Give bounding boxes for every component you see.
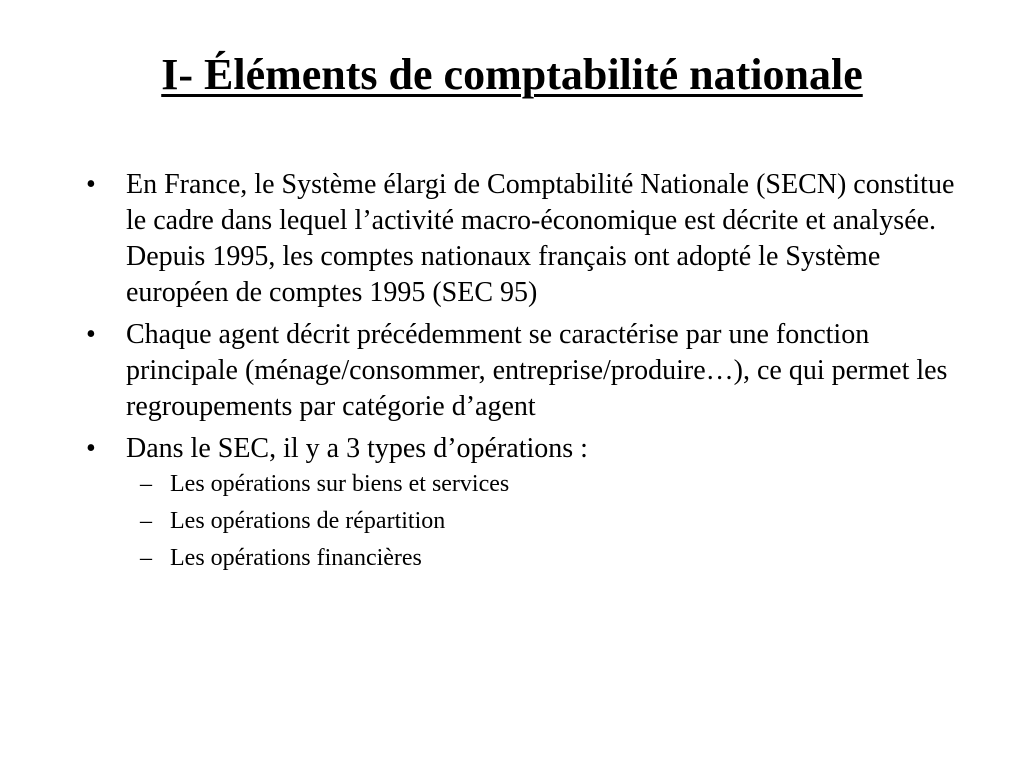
dash-icon: – bbox=[140, 545, 152, 571]
sub-bullet-list bbox=[126, 469, 966, 573]
bullet-text: Chaque agent décrit précédemment se caractérise par une fonction principale (ménage/consommer, entreprise/produire…), ce qui permet les regroupements par catégorie d’agent bbox=[126, 319, 948, 422]
bullet-text: En France, le Système élargi de Comptabilité Nationale (SECN) constitue le cadre dans lequel l’activité macro-économique est décrite et analysée. Depuis 1995, les comptes nationaux français ont adopté le Système européen de comptes 1995 (SEC 95) bbox=[126, 169, 955, 308]
bullet-item bbox=[86, 431, 966, 573]
sub-bullet-item bbox=[126, 469, 966, 499]
bullet-text: Dans le SEC, il y a 3 types d’opérations : bbox=[126, 433, 588, 464]
sub-bullet-item bbox=[126, 543, 966, 573]
dash-icon: – bbox=[140, 471, 152, 497]
sub-bullet-text: Les opérations sur biens et services bbox=[170, 471, 510, 497]
dash-icon: – bbox=[140, 508, 152, 534]
bullet-icon: • bbox=[86, 319, 96, 350]
bullet-list bbox=[86, 167, 966, 580]
bullet-icon: • bbox=[86, 169, 96, 200]
slide-title: I- Éléments de comptabilité nationale bbox=[161, 50, 863, 99]
bullet-icon: • bbox=[86, 433, 96, 464]
sub-bullet-text: Les opérations financières bbox=[170, 545, 422, 571]
sub-bullet-text: Les opérations de répartition bbox=[170, 508, 446, 534]
bullet-item bbox=[86, 167, 966, 311]
sub-bullet-item bbox=[126, 506, 966, 536]
bullet-item bbox=[86, 317, 966, 425]
